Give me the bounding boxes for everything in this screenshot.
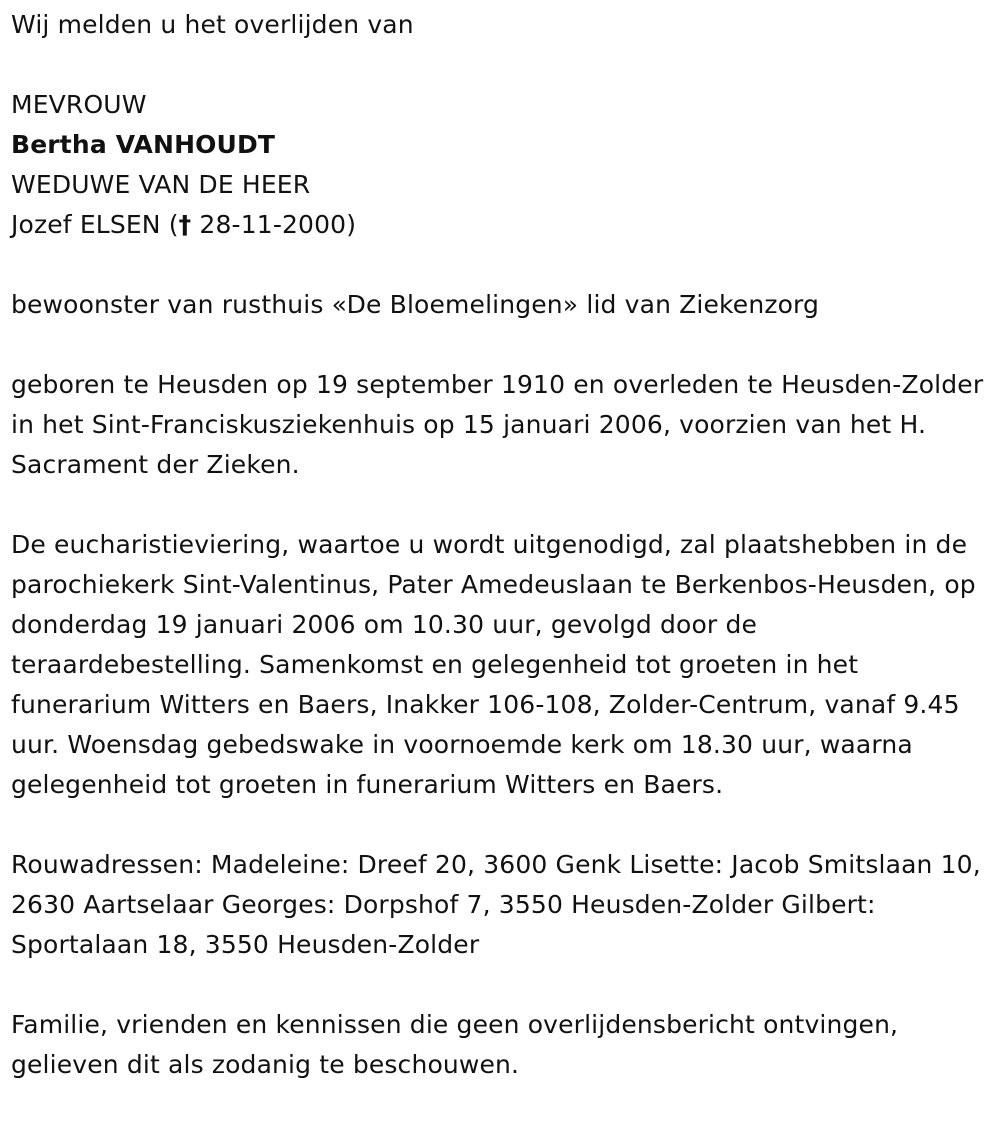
salutation: MEVROUW (11, 90, 147, 119)
spacer (11, 965, 986, 1005)
spacer (11, 245, 986, 285)
intro-text: Wij melden u het overlijden van (11, 10, 414, 39)
birth-death-text: geboren te Heusden op 19 september 1910 en overleden te Heusden-Zolder in het Sint-Franciskusziekenhuis op 15 januari 2006, voorzien van het H. Sacrament der Zieken. (11, 370, 984, 479)
ceremony-text: De eucharistieviering, waartoe u wordt uitgenodigd, zal plaatshebben in de parochiekerk Sint-Valentinus, Pater Amedeuslaan te Berkenbos-Heusden, op donderdag 19 januari 2006 om 10.30 uur, gevolgd door de teraardebestelling. Samenkomst en gelegenheid tot groeten in het funerarium Witters en Baers, Inakker 106-108, Zolder-Centrum, vanaf 9.45 uur. Woensdag gebedswake in voornoemde kerk om 18.30 uur, waarna gelegenheid tot groeten in funerarium Witters en Baers. (11, 530, 976, 799)
cross-icon: † (178, 210, 192, 239)
widow-of: WEDUWE VAN DE HEER (11, 170, 311, 199)
addresses-text: Rouwadressen: Madeleine: Dreef 20, 3600 Genk Lisette: Jacob Smitslaan 10, 2630 Aartselaar Georges: Dorpshof 7, 3550 Heusden-Zolder Gilbert: Sportalaan 18, 3550 Heusden-Zolder (11, 850, 981, 959)
spouse-name: Jozef ELSEN ( (11, 210, 179, 239)
death-notice (11, 5, 986, 1085)
spacer (11, 325, 986, 365)
spouse-line (11, 205, 986, 245)
residence-text: bewoonster van rusthuis «De Bloemelingen» lid van Ziekenzorg (11, 290, 820, 319)
closing-text: Familie, vrienden en kennissen die geen overlijdensbericht ontvingen, gelieven dit als zodanig te beschouwen. (11, 1010, 899, 1079)
spacer (11, 45, 986, 85)
spacer (11, 485, 986, 525)
spouse-death-date: 28-11-2000) (191, 210, 357, 239)
deceased-name: Bertha VANHOUDT (11, 130, 276, 159)
spacer (11, 805, 986, 845)
